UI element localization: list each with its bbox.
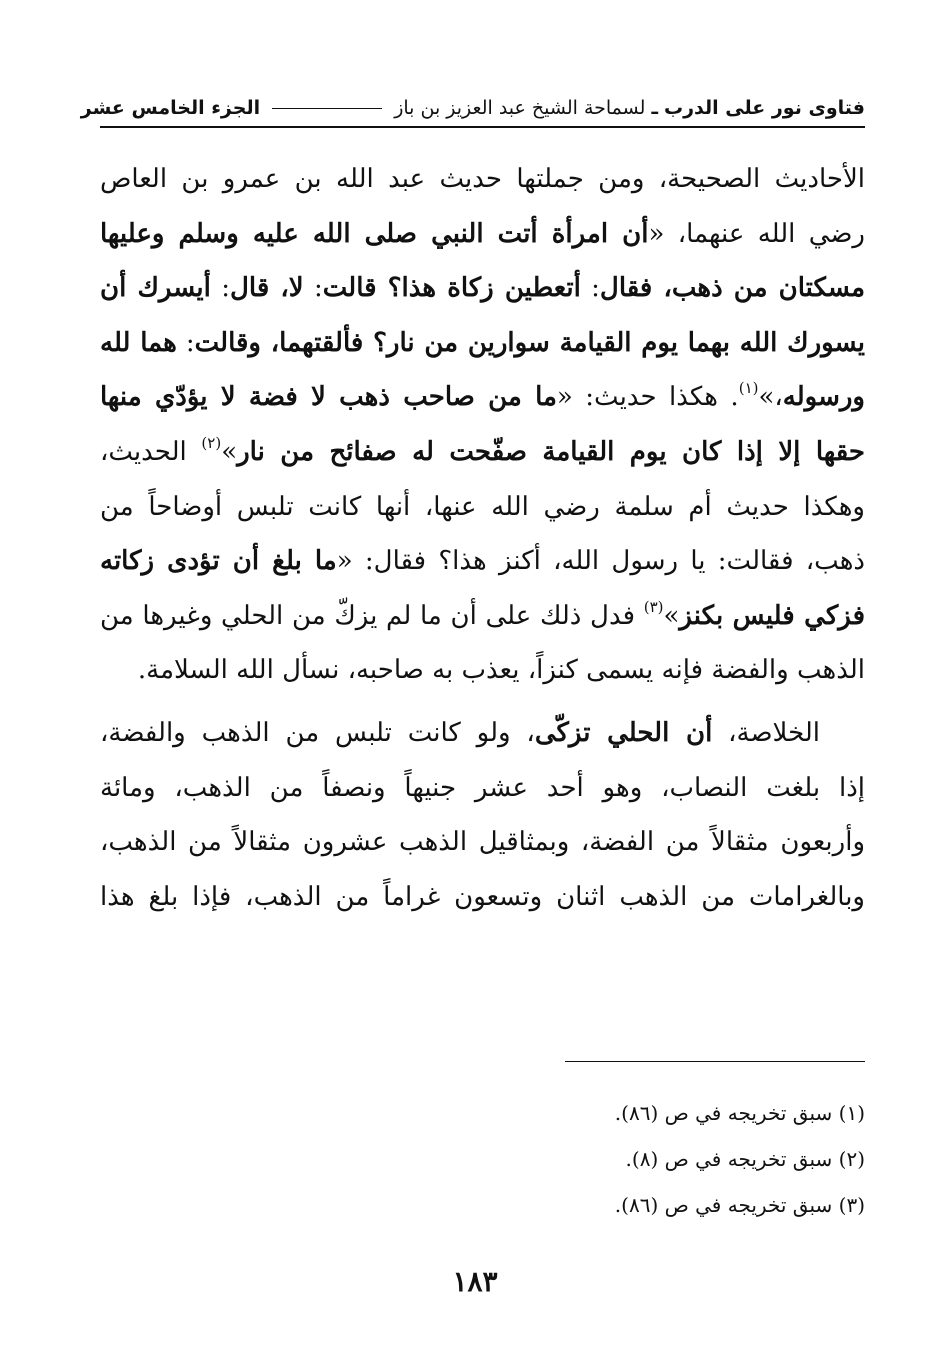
volume-label: الجزء الخامس عشر	[80, 97, 261, 119]
header-dash: ـ	[651, 97, 658, 119]
page-number: ١٨٣	[452, 1265, 498, 1298]
text-line: الذهب والفضة فإنه يسمى كنزاً، يعذب به صاحبه، نسأل الله السلامة.	[137, 655, 865, 686]
running-header	[80, 92, 865, 128]
text-line: وبالغرامات من الذهب اثنان وتسعون غراماً من الذهب، فإذا بلغ هذا	[100, 881, 865, 912]
text-line: وأربعون مثقالاً من الفضة، وبمثاقيل الذهب عشرون مثقالاً من الذهب،	[100, 827, 866, 858]
header-author: لسماحة الشيخ عبد العزيز بن باز	[394, 97, 646, 119]
footnotes	[365, 1090, 865, 1228]
text-line: رضي الله عنهما، «أن امرأة أتت النبي صلى الله عليه وسلم وعليها	[100, 218, 865, 249]
footnote-3: (٣) سبق تخريجه في ص (٨٦).	[614, 1193, 865, 1217]
footnote-ref-3: (٣)	[643, 597, 664, 616]
footnote-ref-1: (١)	[738, 379, 759, 398]
paragraph-2	[100, 706, 865, 924]
main-text	[100, 152, 865, 924]
footnote-separator	[565, 1061, 865, 1062]
footnote-1: (١) سبق تخريجه في ص (٨٦).	[614, 1101, 865, 1125]
text-line: وهكذا حديث أم سلمة رضي الله عنها، أنها كانت تلبس أوضاحاً من	[100, 491, 865, 522]
text-line: مسكتان من ذهب، فقال: أتعطين زكاة هذا؟ قالت: لا، قال: أيسرك أن	[100, 273, 866, 304]
text-line: ورسوله،»$^{(١)}$. هكذا حديث: «ما من صاحب ذهب لا فضة لا يؤدّي منها	[100, 379, 865, 413]
footnote-ref-2: (٢)	[201, 433, 222, 452]
book-title: فتاوى نور على الدرب	[664, 97, 865, 119]
paragraph-1	[100, 152, 865, 698]
header-separator-line	[272, 108, 382, 109]
text-line: الخلاصة، أن الحلي تزكّى، ولو كانت تلبس من الذهب والفضة،	[100, 717, 821, 748]
text-line: حقها إلا إذا كان يوم القيامة صفّحت له صفائح من نار»$^{(٢)}$ الحديث،	[100, 433, 865, 467]
footnote-2: (٢) سبق تخريجه في ص (٨).	[625, 1147, 865, 1171]
text-line: ذهب، فقالت: يا رسول الله، أكنز هذا؟ فقال: «ما بلغ أن تؤدى زكاته	[100, 546, 866, 577]
text-line: الأحاديث الصحيحة، ومن جملتها حديث عبد الله بن عمرو بن العاص	[100, 164, 865, 194]
text-line: يسورك الله بهما يوم القيامة سوارين من نار؟ فألقتهما، وقالت: هما لله	[100, 327, 866, 358]
text-line: إذا بلغت النصاب، وهو أحد عشر جنيهاً ونصفاً من الذهب، ومائة	[100, 772, 865, 803]
text-line: فزكي فليس بكنز»$^{(٣)}$ فدل ذلك على أن ما لم يزكّ من الحلي وغيرها من	[100, 597, 866, 631]
